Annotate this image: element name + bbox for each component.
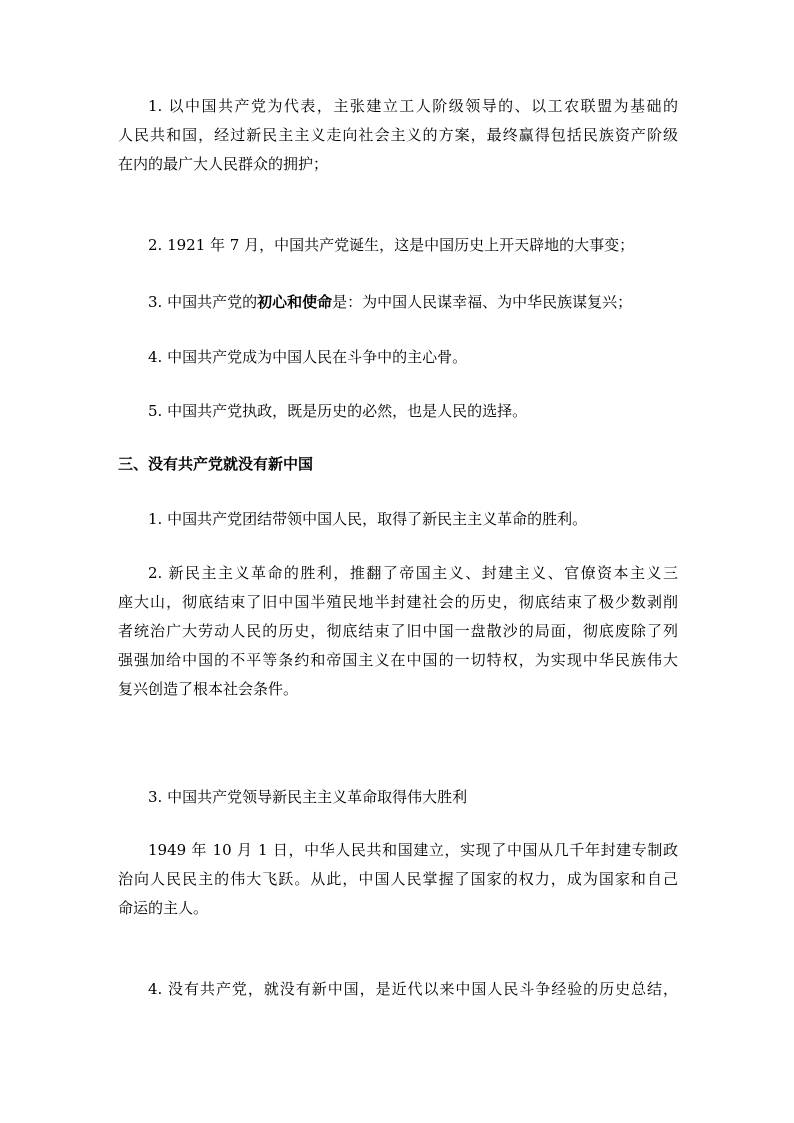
section-item-3-detail bbox=[118, 836, 678, 923]
paragraph-text: 3. 中国共产党的 bbox=[148, 293, 258, 311]
paragraph-line: 复兴创造了根本社会条件。 bbox=[118, 680, 299, 698]
paragraph-line: 治向人民民主的伟大飞跃。从此，中国人民掌握了国家的权力，成为国家和自己 bbox=[118, 870, 678, 888]
paragraph-line: 4. 中国共产党成为中国人民在斗争中的主心骨。 bbox=[148, 348, 468, 366]
paragraph-line: 1. 中国共产党团结带领中国人民，取得了新民主主义革命的胜利。 bbox=[148, 510, 588, 528]
section-item-2 bbox=[118, 559, 678, 704]
paragraph-1 bbox=[118, 92, 678, 179]
heading-text: 三、没有共产党就没有新中国 bbox=[118, 455, 314, 473]
paragraph-line: 1. 以中国共产党为代表，主张建立工人阶级领导的、以工农联盟为基础的 bbox=[148, 97, 678, 115]
paragraph-line: 3. 中国共产党领导新民主主义革命取得伟大胜利 bbox=[148, 788, 468, 806]
paragraph-text: 是：为中国人民谋幸福、为中华民族谋复兴； bbox=[332, 293, 633, 311]
section-item-1 bbox=[118, 505, 678, 534]
paragraph-3 bbox=[118, 288, 678, 317]
paragraph-line: 座大山，彻底结束了旧中国半殖民地半封建社会的历史，彻底结束了极少数剥削 bbox=[118, 593, 678, 611]
paragraph-line: 命运的主人。 bbox=[118, 899, 209, 917]
paragraph-line: 者统治广大劳动人民的历史，彻底结束了旧中国一盘散沙的局面，彻底废除了列 bbox=[118, 622, 678, 640]
section-item-3 bbox=[118, 783, 678, 812]
section-item-4 bbox=[118, 975, 678, 1004]
paragraph-line: 2. 新民主主义革命的胜利，推翻了帝国主义、封建主义、官僚资本主义三 bbox=[148, 564, 678, 582]
paragraph-line: 1949 年 10 月 1 日，中华人民共和国建立，实现了中国从几千年封建专制政 bbox=[148, 841, 678, 859]
paragraph-line: 在内的最广大人民群众的拥护； bbox=[118, 155, 329, 173]
section-heading bbox=[118, 450, 678, 479]
paragraph-line bbox=[148, 288, 678, 317]
paragraph-2 bbox=[118, 231, 678, 260]
paragraph-line: 强强加给中国的不平等条约和帝国主义在中国的一切特权，为实现中华民族伟大 bbox=[118, 651, 678, 669]
paragraph-5 bbox=[118, 397, 678, 426]
bold-phrase: 初心和使命 bbox=[257, 293, 333, 311]
paragraph-line: 4. 没有共产党，就没有新中国，是近代以来中国人民斗争经验的历史总结， bbox=[148, 980, 678, 998]
paragraph-line: 人民共和国，经过新民主主义走向社会主义的方案，最终赢得包括民族资产阶级 bbox=[118, 126, 678, 144]
paragraph-line: 2. 1921 年 7 月，中国共产党诞生，这是中国历史上开天辟地的大事变； bbox=[148, 236, 635, 254]
paragraph-4 bbox=[118, 343, 678, 372]
paragraph-line: 5. 中国共产党执政，既是历史的必然，也是人民的选择。 bbox=[148, 402, 528, 420]
